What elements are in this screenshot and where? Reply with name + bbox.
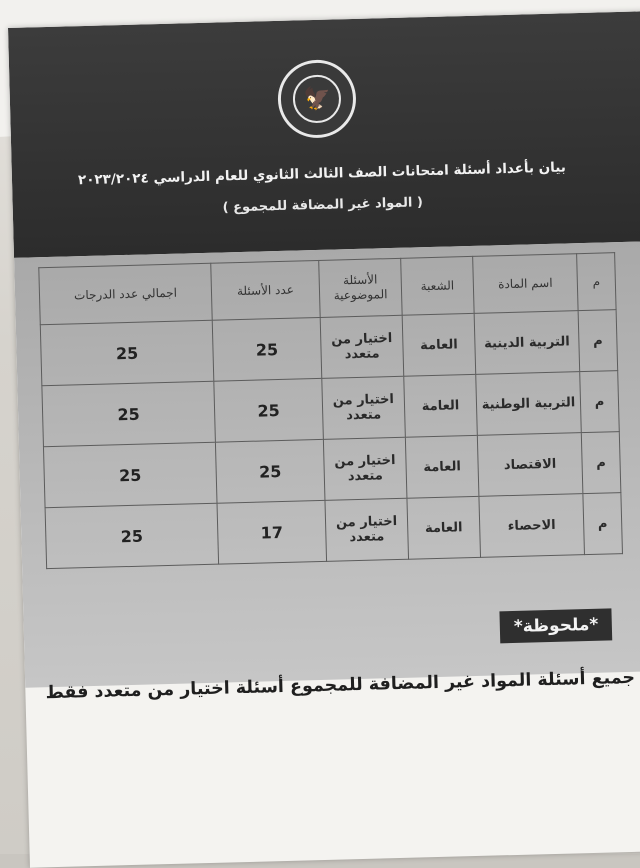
document-subtitle: ( المواد غير المضافة للمجموع ) (222, 195, 424, 216)
cell-subject: الاحصاء (479, 494, 585, 558)
cell-total-marks: 25 (43, 442, 217, 507)
cell-m: م (578, 310, 618, 372)
cell-division: العامة (405, 435, 479, 498)
document-title: بيان بأعداد أسئلة امتحانات الصف الثالث الثانوي للعام الدراسي ٢٠٢٣/٢٠٢٤ (77, 159, 567, 189)
cell-question-type: اختيار من متعدد (322, 376, 406, 439)
header-cell-total-marks: اجمالي عدد الدرجات (39, 263, 212, 324)
exam-questions-table (38, 252, 623, 569)
cell-question-type: اختيار من متعدد (323, 437, 407, 500)
header-cell-subject: اسم المادة (473, 254, 578, 314)
cell-total-marks: 25 (42, 381, 216, 446)
cell-subject: الاقتصاد (477, 433, 583, 497)
cell-subject: التربية الدينية (474, 311, 580, 375)
cell-division: العامة (402, 313, 476, 376)
cell-question-count: 25 (212, 317, 322, 381)
cell-question-count: 17 (217, 500, 327, 564)
cell-question-count: 25 (215, 439, 325, 503)
header-cell-question-count: عدد الأسئلة (211, 260, 320, 320)
document-page (8, 11, 640, 868)
cell-m: م (583, 493, 623, 555)
cell-question-type: اختيار من متعدد (320, 315, 404, 378)
note-label: *ملحوظة* (499, 608, 612, 643)
header-cell-m: م (577, 253, 616, 311)
ministry-logo (277, 59, 357, 139)
cell-total-marks: 25 (45, 503, 219, 568)
cell-m: م (581, 432, 621, 494)
cell-question-count: 25 (214, 378, 324, 442)
cell-question-type: اختيار من متعدد (325, 498, 409, 561)
note-text: جميع أسئلة المواد غير المضافة للمجموع أسئلة اختيار من متعدد فقط (45, 667, 636, 704)
document-header (8, 11, 640, 258)
cell-total-marks: 25 (40, 320, 214, 385)
cell-division: العامة (407, 496, 481, 559)
header-cell-question-type: الأسئلة الموضوعية (319, 258, 402, 317)
cell-division: العامة (404, 374, 478, 437)
eagle-emblem-icon: 🦅 (292, 74, 341, 123)
header-cell-division: الشعبة (401, 256, 474, 315)
cell-m: م (580, 371, 620, 433)
cell-subject: التربية الوطنية (476, 372, 582, 436)
